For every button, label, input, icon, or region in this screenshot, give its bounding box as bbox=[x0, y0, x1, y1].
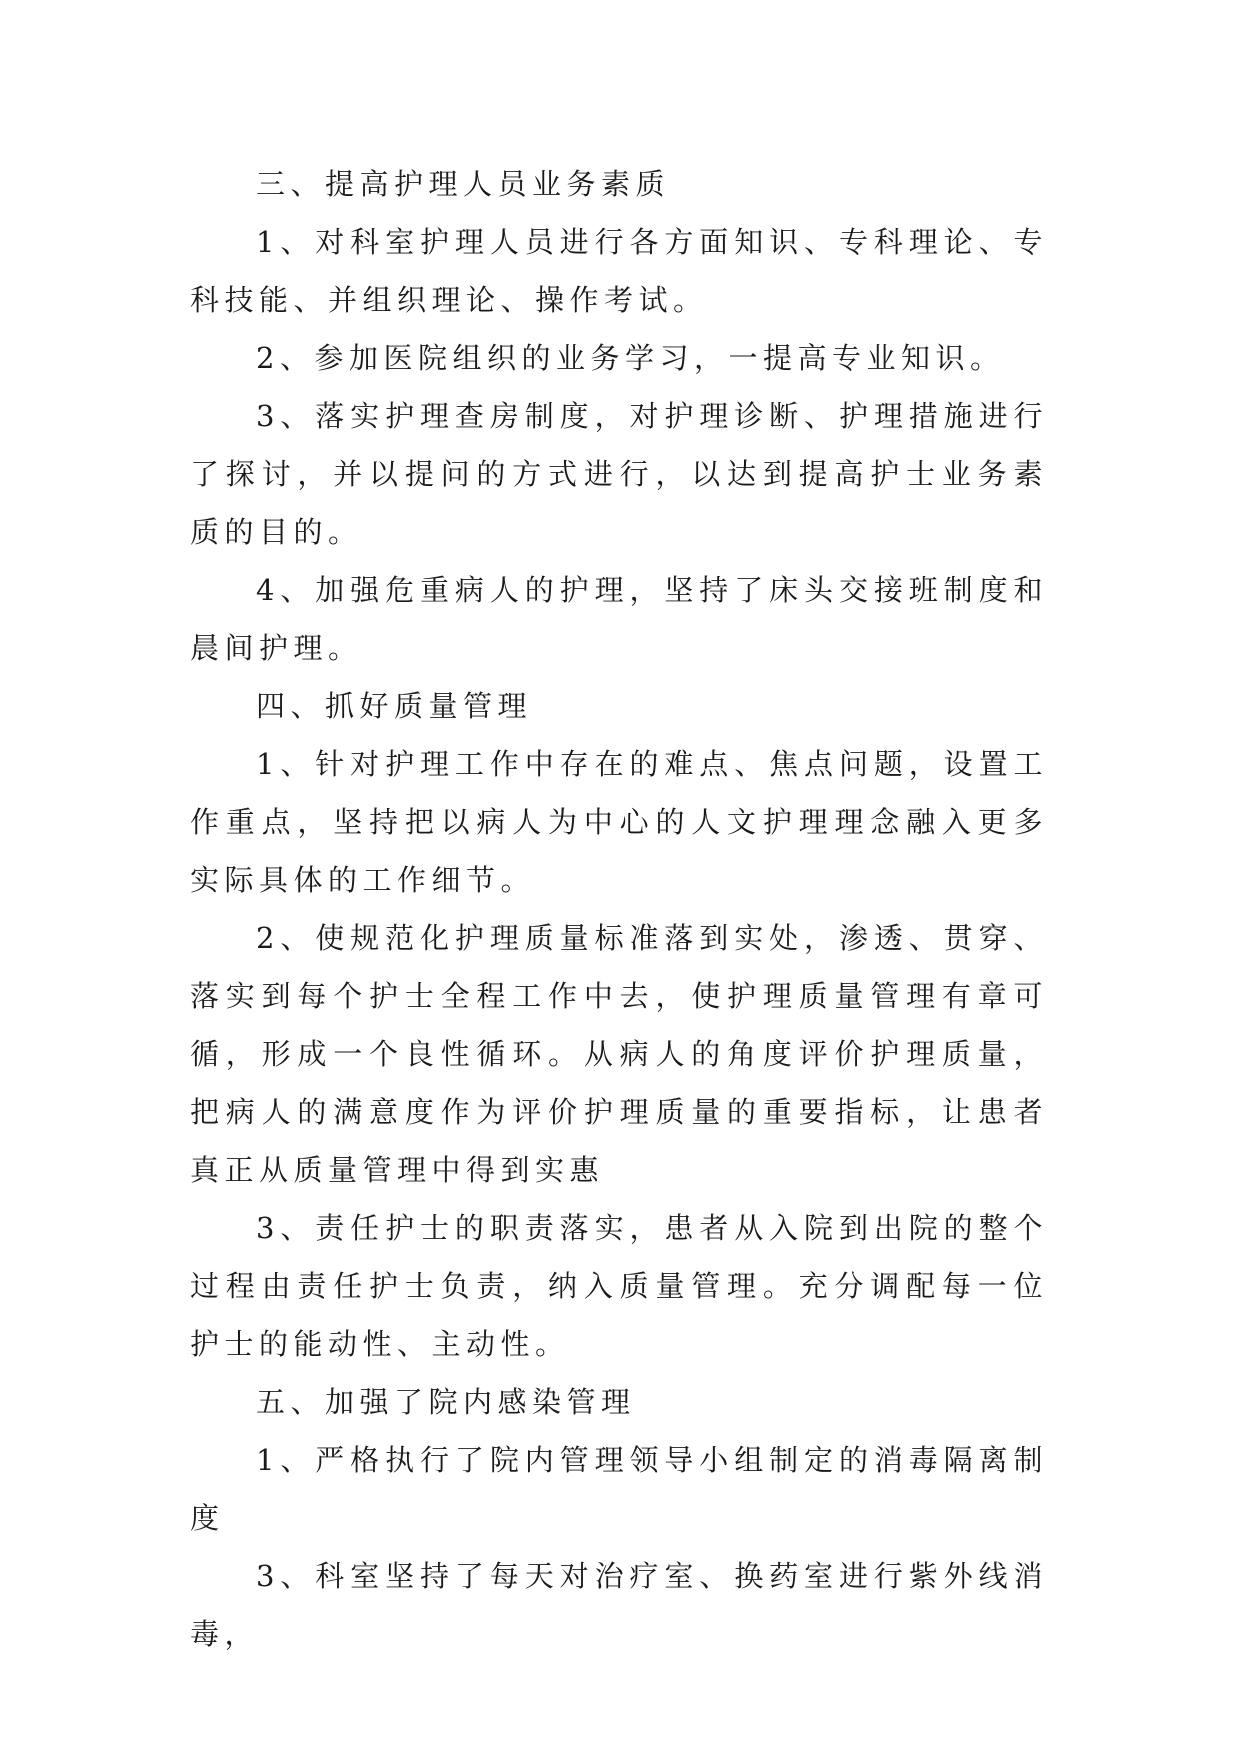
document-body bbox=[190, 155, 1048, 1663]
section-heading-5: 五、加强了院内感染管理 bbox=[256, 1385, 636, 1419]
paragraph: 3、科室坚持了每天对治疗室、换药室进行紫外线消毒， bbox=[190, 1559, 1048, 1651]
paragraph: 1、对科室护理人员进行各方面知识、专科理论、专科技能、并组织理论、操作考试。 bbox=[190, 225, 1048, 317]
paragraph: 1、严格执行了院内管理领导小组制定的消毒隔离制度 bbox=[190, 1443, 1048, 1535]
paragraph: 3、责任护士的职责落实，患者从入院到出院的整个过程由责任护士负责，纳入质量管理。充分调配每一位护士的能动性、主动性。 bbox=[190, 1211, 1048, 1361]
section-heading-4: 四、抓好质量管理 bbox=[256, 689, 533, 723]
paragraph: 3、落实护理查房制度，对护理诊断、护理措施进行了探讨，并以提问的方式进行，以达到提高护士业务素质的目的。 bbox=[190, 399, 1048, 549]
paragraph: 2、使规范化护理质量标准落到实处，渗透、贯穿、落实到每个护士全程工作中去，使护理质量管理有章可循，形成一个良性循环。从病人的角度评价护理质量，把病人的满意度作为评价护理质量的重要指标，让患者真正从质量管理中得到实惠 bbox=[190, 921, 1048, 1187]
paragraph: 1、针对护理工作中存在的难点、焦点问题，设置工作重点，坚持把以病人为中心的人文护理理念融入更多实际具体的工作细节。 bbox=[190, 747, 1048, 897]
paragraph: 4、加强危重病人的护理，坚持了床头交接班制度和晨间护理。 bbox=[190, 573, 1048, 665]
paragraph: 2、参加医院组织的业务学习，一提高专业知识。 bbox=[256, 341, 1005, 375]
section-heading-3: 三、提高护理人员业务素质 bbox=[256, 167, 671, 201]
